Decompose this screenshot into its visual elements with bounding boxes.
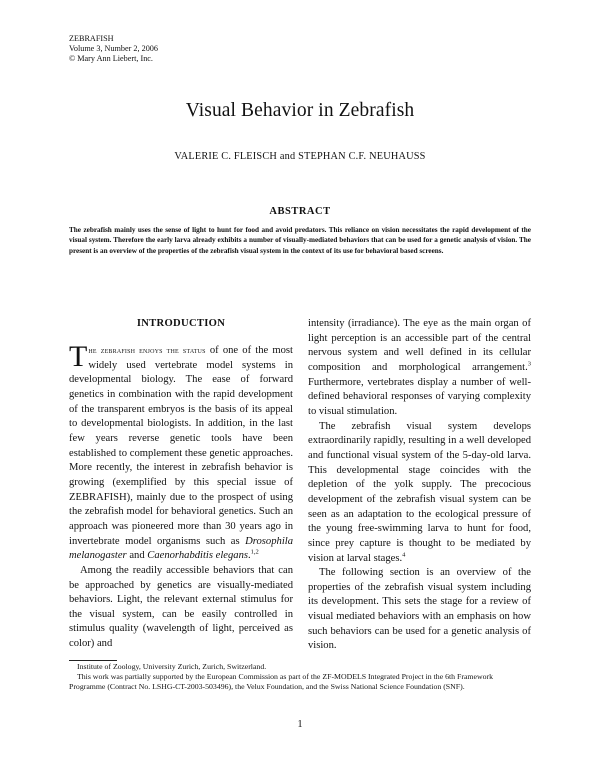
abstract-text: The zebrafish mainly uses the sense of light to hunt for food and avoid predators. This reliance on vision necessitates the rapid development of the visual system. Therefore the early larva already exhibits a number of visually-mediated behaviors that can be used for a genetic analysis of vision. The present is an overview of the properties of the zebrafish visual system in the context of its use for behavioral based screens. [69, 226, 531, 255]
intro-p1-end: . [248, 550, 251, 562]
intro-paragraph-1 [69, 340, 294, 564]
footnote-affiliation: Institute of Zoology, University Zurich, Zurich, Switzerland. [77, 662, 267, 671]
abstract-heading: ABSTRACT [269, 206, 331, 217]
journal-header [69, 34, 158, 64]
species-drosophila: Drosophila melanogaster [69, 535, 293, 562]
intro-p1-and: and [126, 550, 148, 562]
journal-name: ZEBRAFISH [69, 34, 114, 43]
drop-cap: T [69, 340, 88, 373]
citation-4: 4 [402, 550, 406, 558]
intro-p2-cont-a: intensity (irradiance). The eye as the main organ of light perception is an accessible part of the central nervous system and well defined in its cellular composition and morphological arrangement. [308, 318, 531, 373]
species-celegans: Caenorhabditis elegans [147, 550, 249, 562]
right-column [308, 317, 531, 654]
journal-copyright: © Mary Ann Liebert, Inc. [69, 54, 153, 63]
intro-paragraph-3 [308, 420, 531, 567]
intro-p2-cont-b: Furthermore, vertebrates display a number of well-defined behavioral responses of varying complexity to visual stimulation. [308, 376, 531, 417]
introduction-heading: INTRODUCTION [136, 318, 226, 329]
intro-p3-text: The zebrafish visual system develops extraordinarily rapidly, resulting in a well developed and functional visual system of the 5-day-old larva. This developmental stage coincides with the depletion of the yolk supply. The precocious development of the zebrafish visual system can be seen as an adaptation to the ecological pressure of the young free-swimming larva to hunt for food, since prey capture is thought to be mediated by vision at larval stages. [308, 420, 531, 564]
citation-3: 3 [527, 360, 531, 368]
intro-lead-smallcaps: he zebrafish enjoys the status [88, 345, 206, 355]
intro-paragraph-2: Among the readily accessible behaviors that can be approached by genetics are visually-mediated behaviors. Light, the relevant external stimulus for the visual system, can be easily controlled in stimulus quality (wavelength of light, perceived as color) and [69, 564, 293, 650]
left-column [69, 340, 294, 652]
intro-p1-text: of one of the most widely used vertebrate model systems in developmental biology. The ease of forward genetics in combination with the rapid development of the transparent embryos is the basis of its appeal to developmental biologists. In addition, in the last few years reverse genetic tools have been established to complement these genetic approaches. More recently, the interest in zebrafish behavior is growing (exemplified by this special issue of ZEBRAFISH), mainly due to the prospect of using the zebrafish model for behavioral genetics. Such an approach was pioneered more than 30 years ago in invertebrate model organisms such as [69, 345, 294, 547]
article-authors: VALERIE C. FLEISCH and STEPHAN C.F. NEUHAUSS [174, 151, 426, 162]
citation-1-2: 1,2 [250, 548, 259, 556]
article-title: Visual Behavior in Zebrafish [185, 100, 415, 121]
footnotes [69, 662, 531, 693]
journal-volume: Volume 3, Number 2, 2006 [69, 44, 158, 53]
intro-paragraph-4: The following section is an overview of the properties of the zebrafish visual system including its development. This sets the stage for a review of visual mediated behaviors with an emphasis on how such behaviors can be used for a genetic analysis of vision. [308, 567, 531, 652]
footnote-funding: This work was partially supported by the European Commission as part of the ZF-MODELS Integrated Project in the 6th Framework Programme (Contract No. LSHG-CT-2003-503496), the Velux Foundation, and the Swiss National Science Foundation (SNF). [69, 672, 493, 692]
page-number: 1 [297, 719, 303, 730]
footnote-rule [69, 660, 117, 661]
intro-paragraph-2-continued [308, 317, 531, 420]
